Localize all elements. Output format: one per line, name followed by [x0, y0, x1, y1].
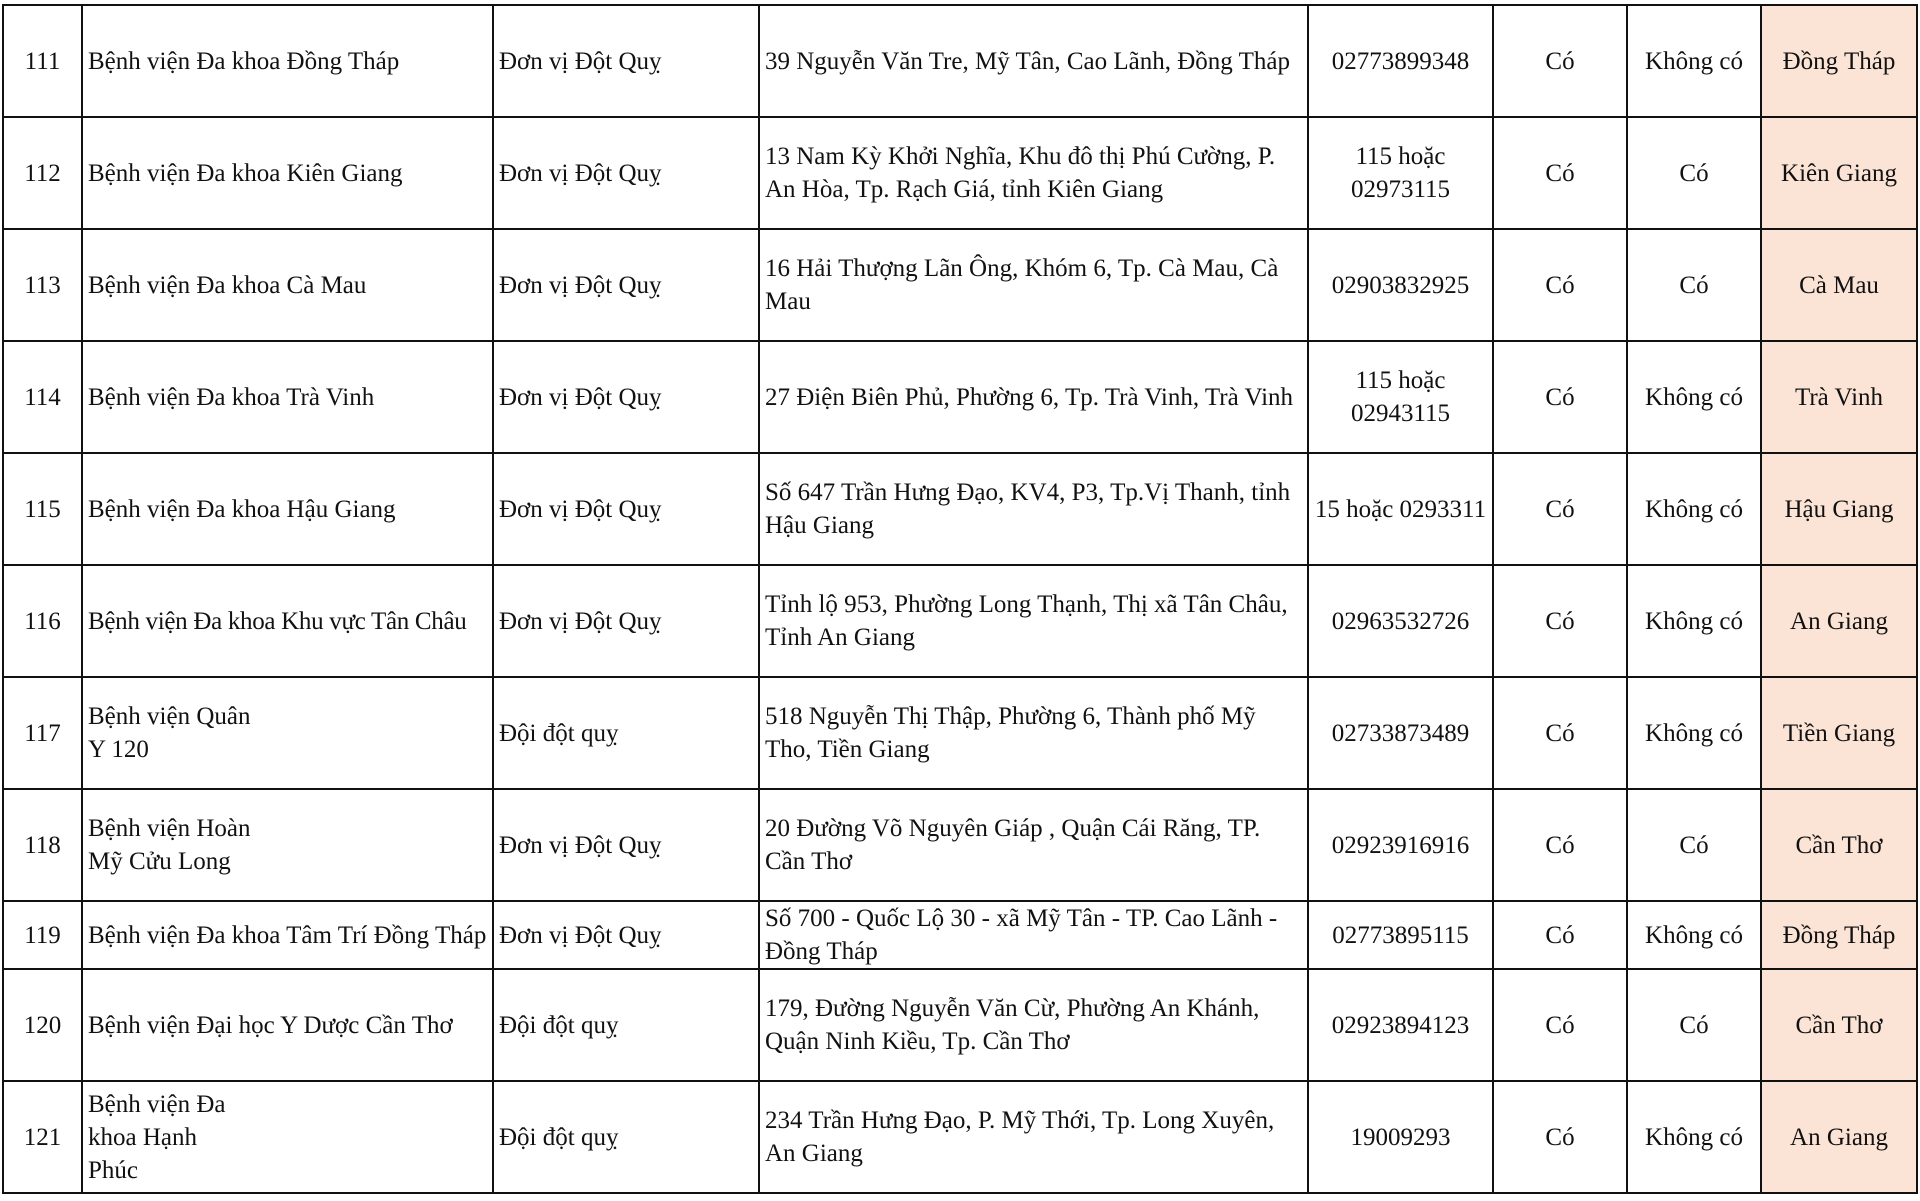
province-cell: An Giang [1761, 565, 1917, 677]
hospital-address: 179, Đường Nguyễn Văn Cừ, Phường An Khánh, Quận Ninh Kiều, Tp. Cần Thơ [759, 969, 1308, 1081]
province-cell: Kiên Giang [1761, 117, 1917, 229]
row-number: 114 [3, 341, 82, 453]
phone-number: 115 hoặc 02943115 [1308, 341, 1493, 453]
phone-number: 15 hoặc 0293311 [1308, 453, 1493, 565]
hospital-name: Bệnh viện Đa khoa Hạnh Phúc [82, 1081, 493, 1193]
unit-type: Đơn vị Đột Quỵ [493, 789, 759, 901]
province-cell: Tiền Giang [1761, 677, 1917, 789]
hospital-address: Số 700 - Quốc Lộ 30 - xã Mỹ Tân - TP. Cao Lãnh - Đồng Tháp [759, 901, 1308, 969]
row-number: 117 [3, 677, 82, 789]
row-number: 115 [3, 453, 82, 565]
hospital-address: 13 Nam Kỳ Khởi Nghĩa, Khu đô thị Phú Cường, P. An Hòa, Tp. Rạch Giá, tỉnh Kiên Giang [759, 117, 1308, 229]
unit-type: Đơn vị Đột Quỵ [493, 453, 759, 565]
unit-type: Đơn vị Đột Quỵ [493, 117, 759, 229]
hospital-name: Bệnh viện Đa khoa Trà Vinh [82, 341, 493, 453]
hospital-address: Tỉnh lộ 953, Phường Long Thạnh, Thị xã Tân Châu, Tỉnh An Giang [759, 565, 1308, 677]
table-row [3, 341, 1917, 453]
province-cell: Đồng Tháp [1761, 901, 1917, 969]
unit-type: Đơn vị Đột Quỵ [493, 229, 759, 341]
availability-cell: Có [1493, 117, 1627, 229]
row-number: 118 [3, 789, 82, 901]
availability-cell: Có [1493, 789, 1627, 901]
province-cell: Cần Thơ [1761, 789, 1917, 901]
phone-number: 02963532726 [1308, 565, 1493, 677]
row-number: 120 [3, 969, 82, 1081]
table-row [3, 1081, 1917, 1193]
hospital-address: Số 647 Trần Hưng Đạo, KV4, P3, Tp.Vị Thanh, tỉnh Hậu Giang [759, 453, 1308, 565]
row-number: 121 [3, 1081, 82, 1193]
availability-cell: Có [1493, 969, 1627, 1081]
option-cell: Có [1627, 969, 1761, 1081]
phone-number: 02923894123 [1308, 969, 1493, 1081]
province-cell: Trà Vinh [1761, 341, 1917, 453]
availability-cell: Có [1493, 453, 1627, 565]
hospital-address: 518 Nguyễn Thị Thập, Phường 6, Thành phố Mỹ Tho, Tiền Giang [759, 677, 1308, 789]
availability-cell: Có [1493, 901, 1627, 969]
phone-number: 19009293 [1308, 1081, 1493, 1193]
hospital-name: Bệnh viện Đa khoa Hậu Giang [82, 453, 493, 565]
option-cell: Không có [1627, 453, 1761, 565]
option-cell: Có [1627, 229, 1761, 341]
availability-cell: Có [1493, 677, 1627, 789]
hospital-address: 234 Trần Hưng Đạo, P. Mỹ Thới, Tp. Long Xuyên, An Giang [759, 1081, 1308, 1193]
table-row [3, 789, 1917, 901]
option-cell: Không có [1627, 5, 1761, 117]
hospital-name: Bệnh viện Đa khoa Khu vực Tân Châu [82, 565, 493, 677]
row-number: 112 [3, 117, 82, 229]
hospital-name: Bệnh viện Đa khoa Kiên Giang [82, 117, 493, 229]
province-cell: Cà Mau [1761, 229, 1917, 341]
hospital-name: Bệnh viện Đa khoa Tâm Trí Đồng Tháp [82, 901, 493, 969]
unit-type: Đội đột quỵ [493, 677, 759, 789]
hospital-address: 39 Nguyễn Văn Tre, Mỹ Tân, Cao Lãnh, Đồng Tháp [759, 5, 1308, 117]
hospital-address: 16 Hải Thượng Lãn Ông, Khóm 6, Tp. Cà Mau, Cà Mau [759, 229, 1308, 341]
table-row [3, 565, 1917, 677]
unit-type: Đơn vị Đột Quỵ [493, 901, 759, 969]
availability-cell: Có [1493, 341, 1627, 453]
phone-number: 02733873489 [1308, 677, 1493, 789]
hospital-address: 20 Đường Võ Nguyên Giáp , Quận Cái Răng, TP. Cần Thơ [759, 789, 1308, 901]
phone-number: 02903832925 [1308, 229, 1493, 341]
unit-type: Đơn vị Đột Quỵ [493, 565, 759, 677]
availability-cell: Có [1493, 229, 1627, 341]
hospital-name: Bệnh viện Đa khoa Đồng Tháp [82, 5, 493, 117]
province-cell: An Giang [1761, 1081, 1917, 1193]
row-number: 116 [3, 565, 82, 677]
hospital-name: Bệnh viện Hoàn Mỹ Cửu Long [82, 789, 493, 901]
province-cell: Cần Thơ [1761, 969, 1917, 1081]
phone-number: 02923916916 [1308, 789, 1493, 901]
phone-number: 02773899348 [1308, 5, 1493, 117]
option-cell: Không có [1627, 341, 1761, 453]
phone-number: 115 hoặc 02973115 [1308, 117, 1493, 229]
unit-type: Đơn vị Đột Quỵ [493, 5, 759, 117]
hospital-name: Bệnh viện Quân Y 120 [82, 677, 493, 789]
option-cell: Không có [1627, 901, 1761, 969]
row-number: 111 [3, 5, 82, 117]
availability-cell: Có [1493, 565, 1627, 677]
province-cell: Hậu Giang [1761, 453, 1917, 565]
table-row [3, 229, 1917, 341]
row-number: 119 [3, 901, 82, 969]
unit-type: Đơn vị Đột Quỵ [493, 341, 759, 453]
option-cell: Không có [1627, 677, 1761, 789]
unit-type: Đội đột quỵ [493, 1081, 759, 1193]
table-row [3, 453, 1917, 565]
table-row [3, 677, 1917, 789]
table-row [3, 901, 1917, 969]
table-row [3, 5, 1917, 117]
table-row [3, 117, 1917, 229]
hospital-name: Bệnh viện Đại học Y Dược Cần Thơ [82, 969, 493, 1081]
option-cell: Có [1627, 117, 1761, 229]
province-cell: Đồng Tháp [1761, 5, 1917, 117]
hospital-table [2, 4, 1918, 1194]
hospital-name: Bệnh viện Đa khoa Cà Mau [82, 229, 493, 341]
table-row [3, 969, 1917, 1081]
unit-type: Đội đột quỵ [493, 969, 759, 1081]
availability-cell: Có [1493, 5, 1627, 117]
availability-cell: Có [1493, 1081, 1627, 1193]
hospital-address: 27 Điện Biên Phủ, Phường 6, Tp. Trà Vinh, Trà Vinh [759, 341, 1308, 453]
option-cell: Có [1627, 789, 1761, 901]
option-cell: Không có [1627, 565, 1761, 677]
row-number: 113 [3, 229, 82, 341]
option-cell: Không có [1627, 1081, 1761, 1193]
phone-number: 02773895115 [1308, 901, 1493, 969]
